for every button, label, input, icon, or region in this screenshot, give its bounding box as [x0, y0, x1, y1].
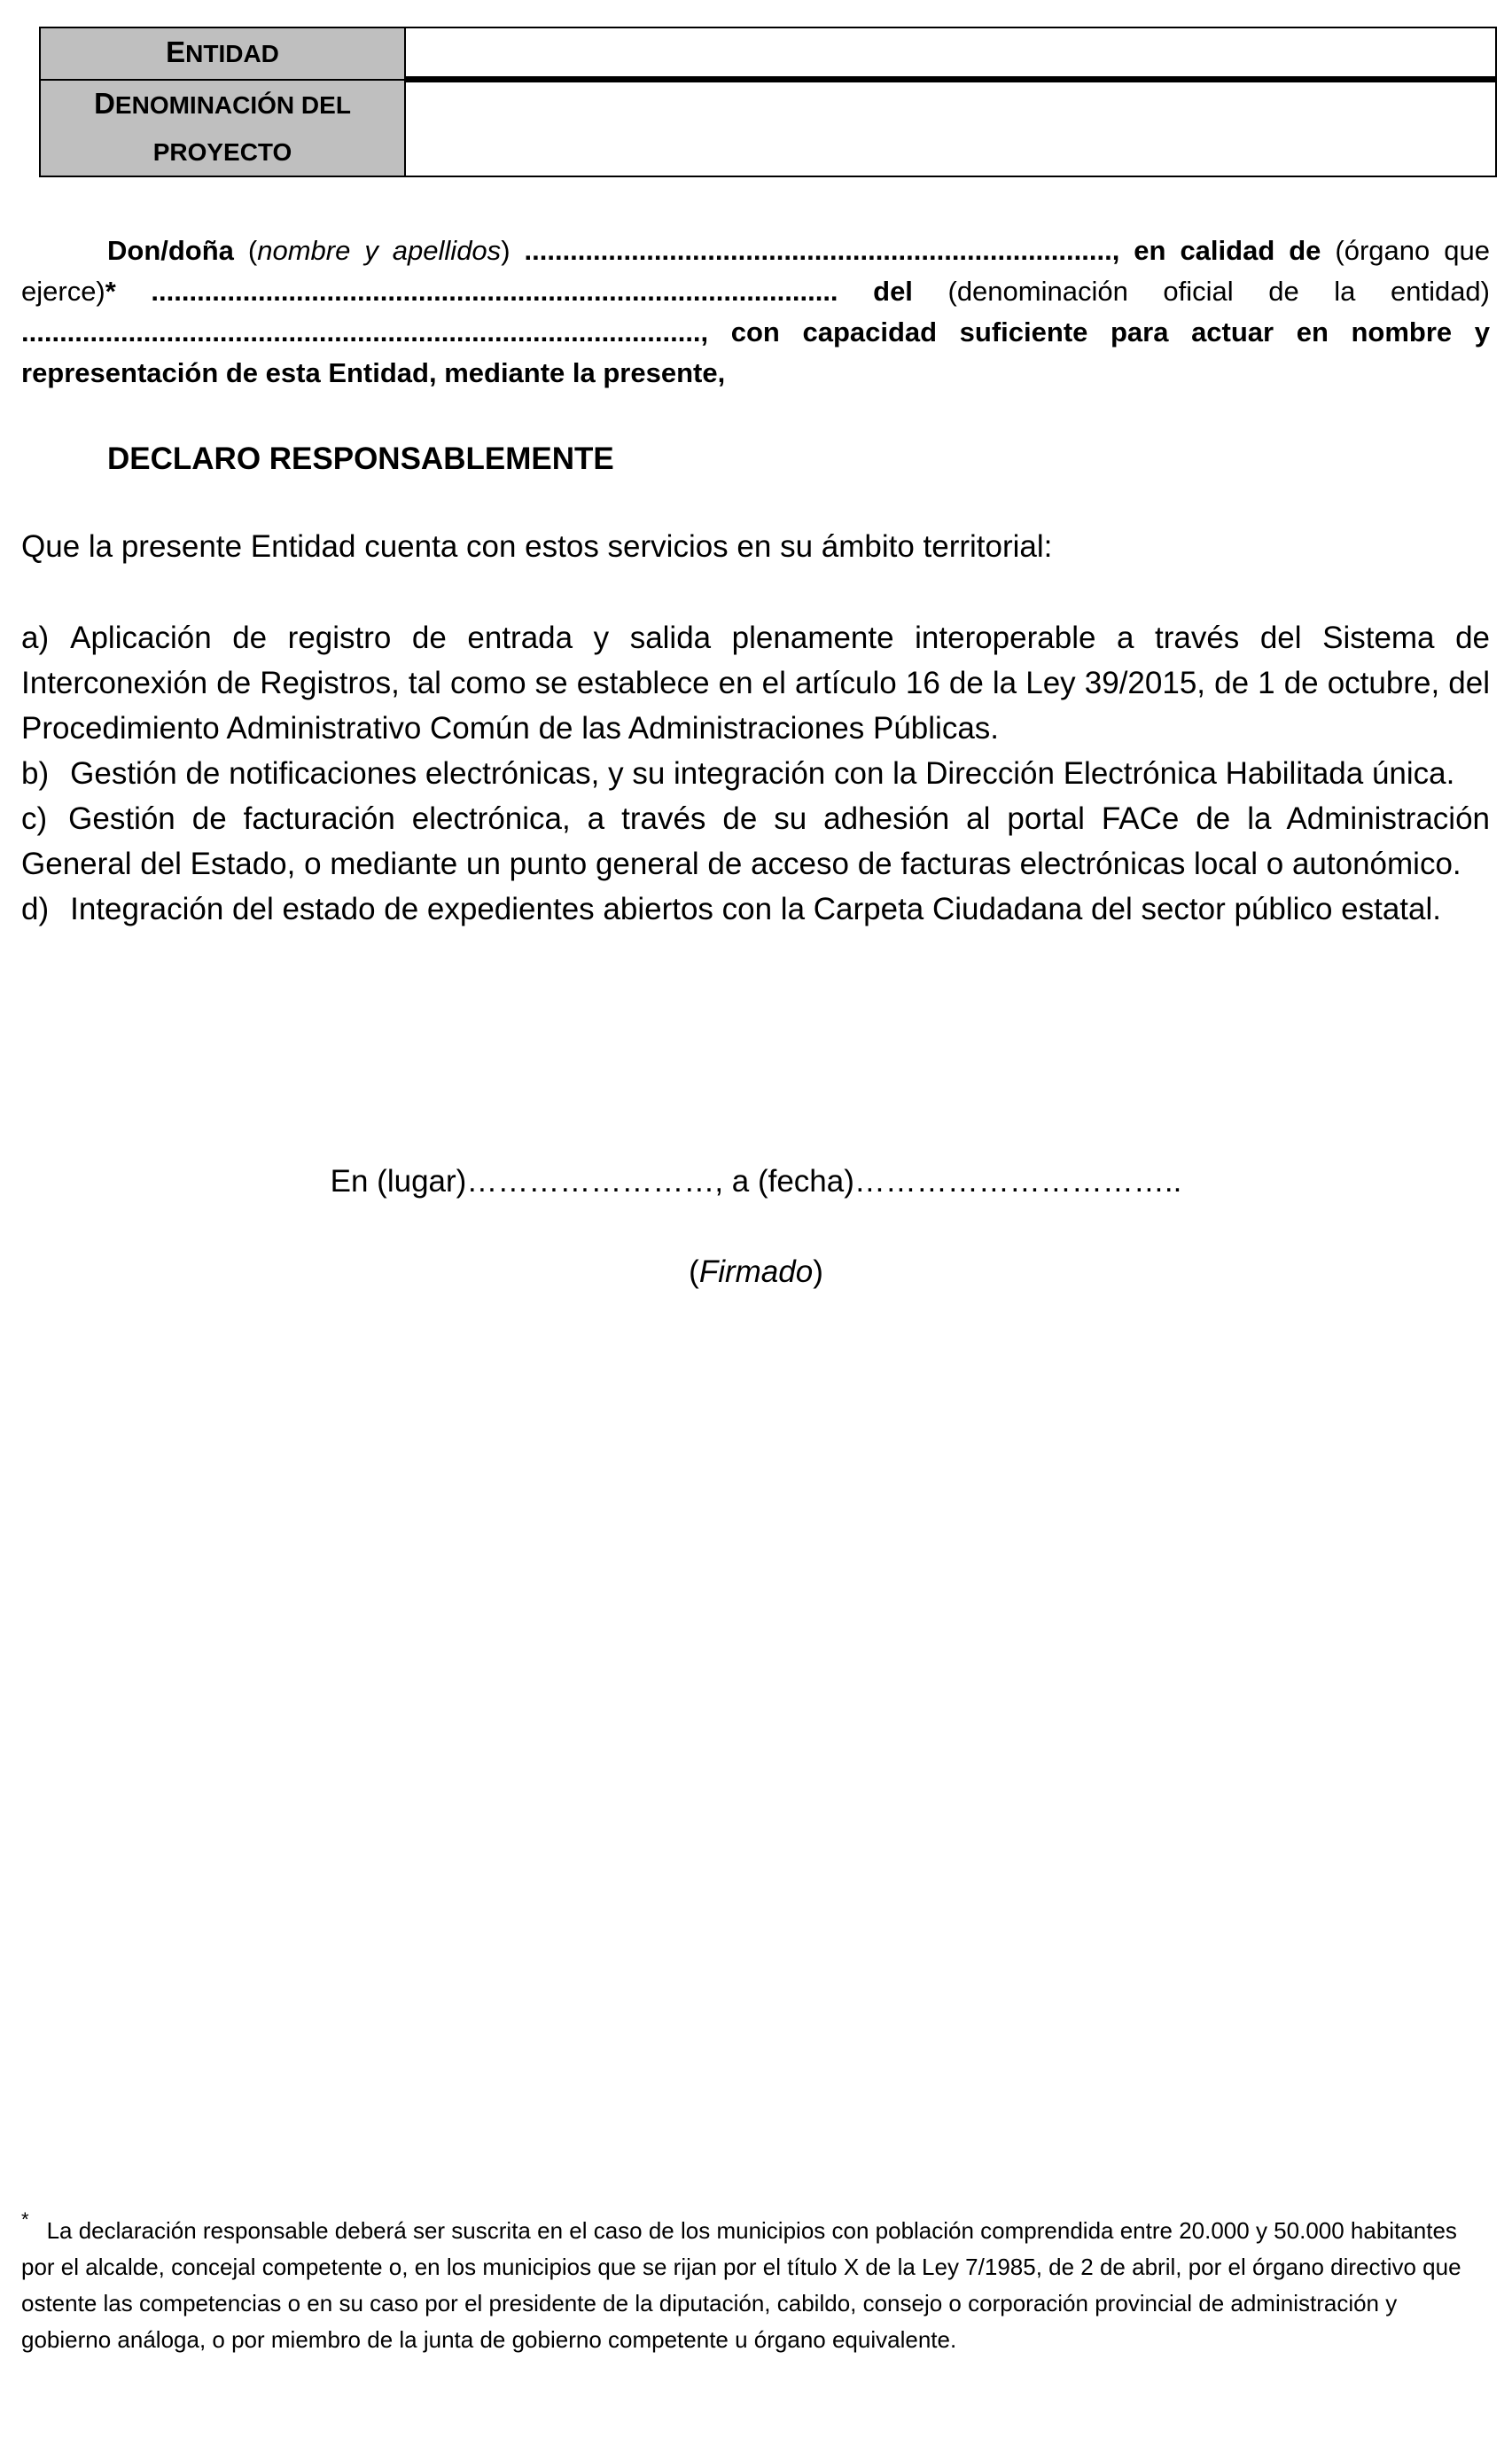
denominacion-label: DENOMINACIÓN DEL PROYECTO — [40, 80, 405, 176]
intro-paragraph: Don/doña (nombre y apellidos) ............................................................................., en calidad de (órgano que ejerce)* .......................................................................................... del (denominación oficial de la entidad) ........................................................................................., con capacidad suficiente para actuar en nombre y representación de esta Entidad, mediante la presente, — [21, 235, 1491, 388]
footnote-text: La declaración responsable deberá ser suscrita en el caso de los municipios con población comprendida entre 20.000 y 50.000 habitantes por el alcalde, concejal competente o, en los municipios que se rijan por el título X de la Ley 7/1985, de 2 de abril, por el órgano directivo que ostente las competencias o en su caso por el presidente de la diputación, cabildo, consejo o corporación provincial de administración y gobierno análoga, o por miembro de la junta de gobierno competente u órgano equivalente. — [21, 2217, 1461, 2353]
denominacion-row — [40, 80, 1496, 176]
list-item: d) Integración del estado de expedientes abiertos con la Carpeta Ciudadana del sector público estatal. — [21, 892, 1441, 926]
footnote — [21, 2201, 1490, 2358]
list-item: c) Gestión de facturación electrónica, a través de su adhesión al portal FACe de la Administración General del Estado, o mediante un punto general de acceso de facturas electrónicas local o autonómico. — [21, 801, 1490, 881]
entidad-row — [40, 27, 1496, 80]
place-date-line: En (lugar)……………………, a (fecha)………………………….. — [330, 1164, 1182, 1199]
entidad-label: ENTIDAD — [40, 27, 405, 80]
entidad-value-field[interactable] — [405, 27, 1496, 80]
declaration-heading: DECLARO RESPONSABLEMENTE — [107, 441, 614, 476]
list-item: a) Aplicación de registro de entrada y salida plenamente interoperable a través del Sistema de Interconexión de Registros, tal como se establece en el artículo 16 de la Ley 39/2015, de 1 de octubre, del Procedimiento Administrativo Común de las Administraciones Públicas. — [21, 621, 1490, 746]
services-list — [21, 615, 1490, 932]
services-intro: Que la presente Entidad cuenta con estos servicios en su ámbito territorial: — [21, 529, 1053, 564]
header-table — [39, 27, 1497, 177]
list-item: b) Gestión de notificaciones electrónicas, y su integración con la Dirección Electrónica Habilitada única. — [21, 756, 1455, 791]
denominacion-value-field[interactable] — [405, 80, 1496, 176]
footnote-marker: * — [21, 2208, 29, 2231]
signature-line: (Firmado) — [689, 1254, 823, 1289]
